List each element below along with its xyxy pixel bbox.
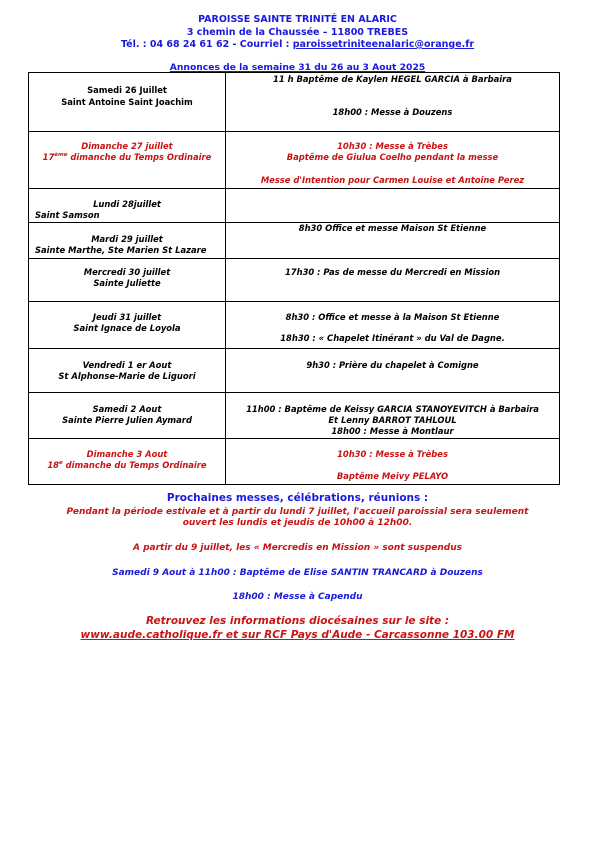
events-cell: [226, 132, 560, 189]
event-line: 9h30 : Prière du chapelet à Comigne: [306, 360, 479, 370]
table-row: [29, 349, 560, 393]
table-row: [29, 73, 560, 132]
office-notice-line1: Pendant la période estivale et à partir du lundi 7 juillet, l'accueil paroissial sera seulement: [66, 507, 529, 517]
events-cell: [226, 439, 560, 485]
saint-label: 18e dimanche du Temps Ordinaire: [47, 460, 207, 470]
day-label: Samedi 26 Juillet: [87, 85, 167, 95]
baptism-notice: Samedi 9 Aout à 11h00 : Baptême de Elise SANTIN TRANCARD à Douzens: [112, 568, 483, 578]
table-row: [29, 393, 560, 439]
events-cell: [226, 302, 560, 349]
parish-name: PAROISSE SAINTE TRINITÉ EN ALARIC: [198, 14, 397, 25]
day-cell: [29, 223, 226, 259]
office-notice-line2: ouvert les lundis et jeudis de 10h00 à 12h00.: [182, 518, 413, 528]
events-cell: [226, 259, 560, 302]
diocese-link-line[interactable]: [0, 629, 595, 641]
mass-notice: 18h00 : Messe à Capendu: [232, 592, 363, 602]
parish-contact: [0, 39, 595, 50]
day-label: Dimanche 27 juillet: [81, 141, 173, 151]
event-line: Baptême Meivy PELAYO: [336, 471, 449, 481]
saint-label: Sainte Marthe, Ste Marien St Lazare: [35, 245, 207, 255]
events-cell: [226, 189, 560, 223]
events-cell: [226, 393, 560, 439]
events-cell: [226, 223, 560, 259]
diocese-link[interactable]: www.aude.catholique.fr et sur RCF Pays d'Aude - Carcassonne 103.00 FM: [80, 629, 515, 641]
parish-address: 3 chemin de la Chaussée – 11800 TREBES: [186, 27, 409, 38]
annonces-title: Annonces de la semaine 31 du 26 au 3 Aout 2025: [169, 62, 426, 73]
diocese-info: Retrouvez les informations diocésaines sur le site :: [145, 615, 450, 627]
saint-label: 17ème dimanche du Temps Ordinaire: [42, 152, 212, 162]
day-label: Jeudi 31 juillet: [92, 312, 162, 322]
event-line: Messe d'Intention pour Carmen Louise et Antoine Perez: [260, 175, 525, 185]
day-label: Mardi 29 juillet: [91, 234, 163, 244]
saint-label: Saint Antoine Saint Joachim: [61, 97, 193, 107]
saint-label: Saint Ignace de Loyola: [73, 323, 181, 333]
table-row: [29, 132, 560, 189]
table-row: [29, 223, 560, 259]
saint-label: Saint Samson: [35, 210, 100, 220]
event-line: 8h30 Office et messe Maison St Etienne: [298, 223, 487, 233]
day-cell: [29, 259, 226, 302]
event-line: 18h00 : Messe à Douzens: [332, 107, 453, 117]
event-line: Et Lenny BARROT TAHLOUL: [328, 415, 457, 425]
mission-notice: A partir du 9 juillet, les « Mercredis en Mission » sont suspendus: [132, 543, 462, 553]
events-cell: [226, 73, 560, 132]
event-line: 10h30 : Messe à Trèbes: [337, 449, 448, 459]
schedule-table: [28, 72, 560, 485]
events-cell: [226, 349, 560, 393]
day-label: Mercredi 30 juillet: [83, 267, 171, 277]
day-cell: [29, 349, 226, 393]
saint-label: Sainte Juliette: [93, 278, 161, 288]
announcements-heading: Prochaines messes, célébrations, réunions :: [166, 492, 429, 504]
table-row: [29, 439, 560, 485]
event-line: 11h00 : Baptême de Keissy GARCIA STANOYEVITCH à Barbaira: [246, 404, 539, 414]
day-cell: [29, 439, 226, 485]
contact-prefix: Tél. : 04 68 24 61 62 - Courriel :: [120, 39, 293, 50]
table-row: [29, 189, 560, 223]
day-label: Dimanche 3 Aout: [86, 449, 168, 459]
table-row: [29, 302, 560, 349]
day-cell: [29, 73, 226, 132]
day-cell: [29, 393, 226, 439]
email-link[interactable]: paroissetriniteenalaric@orange.fr: [292, 39, 475, 50]
saint-label: St Alphonse-Marie de Liguori: [58, 371, 196, 381]
day-label: Lundi 28juillet: [93, 199, 161, 209]
saint-label: Sainte Pierre Julien Aymard: [62, 415, 192, 425]
day-cell: [29, 189, 226, 223]
day-cell: [29, 302, 226, 349]
event-line: 8h30 : Office et messe à la Maison St Etienne: [285, 312, 500, 322]
event-line: 10h30 : Messe à Trèbes: [337, 141, 448, 151]
day-cell: [29, 132, 226, 189]
table-row: [29, 259, 560, 302]
event-line: 17h30 : Pas de messe du Mercredi en Mission: [284, 267, 501, 277]
event-line: 18h30 : « Chapelet Itinérant » du Val de Dagne.: [280, 333, 505, 343]
event-line: 11 h Baptême de Kaylen HEGEL GARCIA à Barbaira: [273, 74, 512, 84]
day-label: Vendredi 1 er Aout: [82, 360, 172, 370]
day-label: Samedi 2 Aout: [92, 404, 162, 414]
event-line: 18h00 : Messe à Montlaur: [331, 426, 454, 436]
event-line: Baptême de Giulua Coelho pendant la messe: [286, 152, 499, 162]
